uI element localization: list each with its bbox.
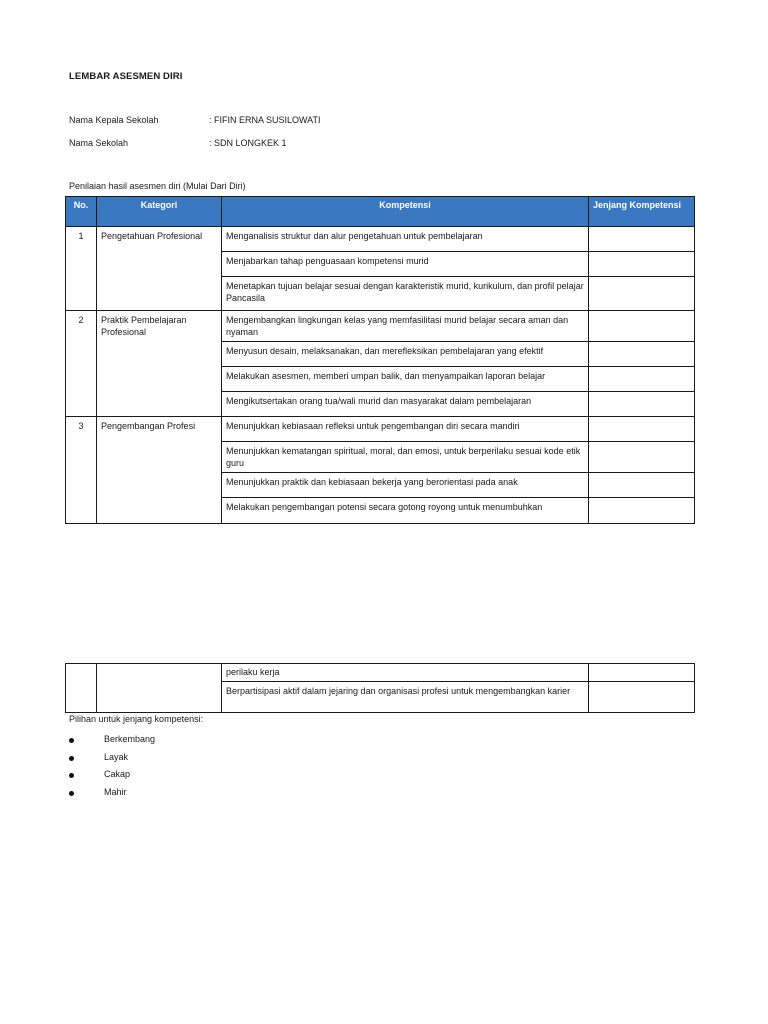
info-row-kepala-sekolah [69,115,321,125]
row-kompetensi: perilaku kerja [222,664,589,682]
jenjang-cell[interactable] [589,682,695,713]
assessment-table [65,196,695,524]
jenjang-cell[interactable] [589,252,695,277]
row-kompetensi: Melakukan pengembangan potensi secara gotong royong untuk menumbuhkan [222,498,589,524]
header-no: No. [66,197,97,227]
row-kategori: Pengetahuan Profesional [97,227,222,311]
row-kompetensi: Mengembangkan lingkungan kelas yang memfasilitasi murid belajar secara aman dan nyaman [222,311,589,342]
row-kompetensi: Melakukan asesmen, memberi umpan balik, dan menyampaikan laporan belajar [222,367,589,392]
row-kategori-empty [97,664,222,713]
row-kompetensi: Menganalisis struktur dan alur pengetahuan untuk pembelajaran [222,227,589,252]
row-kompetensi: Menyusun desain, melaksanakan, dan merefleksikan pembelajaran yang efektif [222,342,589,367]
info-label: Nama Kepala Sekolah [69,115,159,125]
row-number: 2 [66,311,97,417]
assessment-table-continued [65,663,695,713]
jenjang-cell[interactable] [589,498,695,524]
header-jenjang: Jenjang Kompetensi [589,197,695,227]
document-title: LEMBAR ASESMEN DIRI [69,71,183,82]
row-kategori: Pengembangan Profesi [97,417,222,524]
header-kategori: Kategori [97,197,222,227]
jenjang-cell[interactable] [589,227,695,252]
row-kompetensi: Menunjukkan kematangan spiritual, moral, dan emosi, untuk berperilaku sesuai kode etik guru [222,442,589,473]
info-value: : FIFIN ERNA SUSILOWATI [209,115,321,125]
jenjang-cell[interactable] [589,442,695,473]
row-kompetensi: Mengikutsertakan orang tua/wali murid dan masyarakat dalam pembelajaran [222,392,589,417]
table-header-row [66,197,695,227]
row-number-empty [66,664,97,713]
row-kategori: Praktik Pembelajaran Profesional [97,311,222,417]
option-label: Berkembang [104,734,156,744]
jenjang-cell[interactable] [589,342,695,367]
table-row [66,311,695,342]
table-row [66,417,695,442]
intro-text: Penilaian hasil asesmen diri (Mulai Dari Diri) [69,181,246,191]
list-item [69,769,155,787]
jenjang-cell[interactable] [589,664,695,682]
table-row [66,664,695,682]
jenjang-cell[interactable] [589,367,695,392]
row-number: 3 [66,417,97,524]
jenjang-cell[interactable] [589,417,695,442]
bullet-icon [69,773,74,778]
jenjang-cell[interactable] [589,392,695,417]
jenjang-cell[interactable] [589,277,695,311]
bullet-icon [69,791,74,796]
info-value: : SDN LONGKEK 1 [209,138,287,148]
list-item [69,752,155,770]
info-row-nama-sekolah [69,138,287,148]
options-title: Pilihan untuk jenjang kompetensi: [69,714,204,724]
option-label: Cakap [104,769,131,780]
jenjang-cell[interactable] [589,473,695,498]
row-number: 1 [66,227,97,311]
option-label: Layak [104,751,129,762]
row-kompetensi: Menjabarkan tahap penguasaan kompetensi murid [222,252,589,277]
header-kompetensi: Kompetensi [222,197,589,227]
list-item [69,734,155,752]
bullet-icon [69,756,74,761]
option-label: Mahir [104,787,127,798]
jenjang-cell[interactable] [589,311,695,342]
row-kompetensi: Menunjukkan praktik dan kebiasaan bekerja yang berorientasi pada anak [222,473,589,498]
row-kompetensi: Menetapkan tujuan belajar sesuai dengan karakteristik murid, kurikulum, dan profil pelajar Pancasila [222,277,589,311]
list-item [69,787,155,805]
table-row [66,227,695,252]
options-list [69,734,155,805]
row-kompetensi: Berpartisipasi aktif dalam jejaring dan organisasi profesi untuk mengembangkan karier [222,682,589,713]
row-kompetensi: Menunjukkan kebiasaan refleksi untuk pengembangan diri secara mandiri [222,417,589,442]
info-label: Nama Sekolah [69,138,129,148]
bullet-icon [69,738,74,743]
